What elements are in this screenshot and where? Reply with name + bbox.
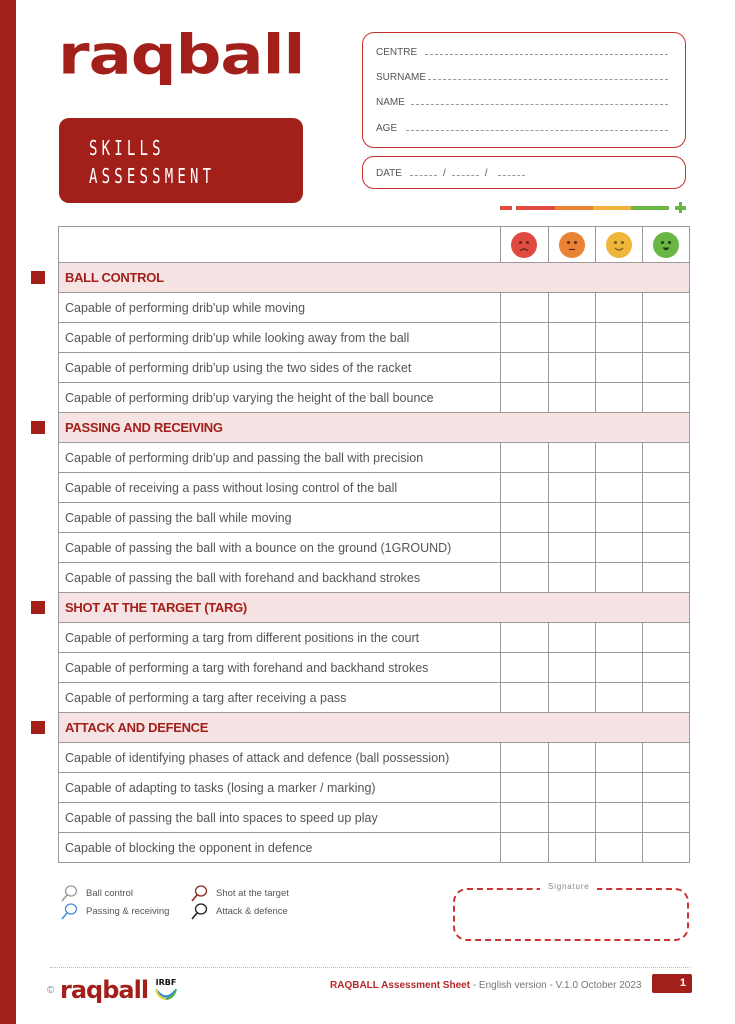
scale-segment-yellow: [593, 206, 631, 210]
rating-cell-smile[interactable]: [595, 833, 642, 863]
racket-red-icon: [190, 884, 208, 902]
rating-cell-happy[interactable]: [642, 383, 689, 413]
rating-cell-sad[interactable]: [501, 653, 548, 683]
rating-cell-happy[interactable]: [642, 503, 689, 533]
skill-description: Capable of performing drib'up while moving: [59, 293, 501, 323]
rating-cell-happy[interactable]: [642, 743, 689, 773]
rating-cell-sad[interactable]: [501, 323, 548, 353]
rating-cell-neutral[interactable]: [548, 743, 595, 773]
irbf-logo: [152, 974, 180, 1002]
rating-cell-sad[interactable]: [501, 473, 548, 503]
rating-cell-sad[interactable]: [501, 353, 548, 383]
legend-label-attack-defence: Attack & defence: [216, 905, 288, 917]
skill-description: Capable of performing drib'up using the two sides of the racket: [59, 353, 501, 383]
date-day-blank[interactable]: [410, 169, 437, 176]
rating-cell-happy[interactable]: [642, 563, 689, 593]
rating-cell-neutral[interactable]: [548, 803, 595, 833]
rating-cell-sad[interactable]: [501, 683, 548, 713]
rating-cell-neutral[interactable]: [548, 533, 595, 563]
age-label: AGE: [376, 123, 398, 134]
rating-cell-sad[interactable]: [501, 833, 548, 863]
rating-cell-sad[interactable]: [501, 563, 548, 593]
rating-cell-sad[interactable]: [501, 623, 548, 653]
skill-row: [59, 743, 690, 773]
raqball-logo: [58, 24, 305, 102]
signature-label: Signature: [540, 882, 597, 891]
rating-cell-sad[interactable]: [501, 743, 548, 773]
skill-description: Capable of performing a targ with forehand and backhand strokes: [59, 653, 501, 683]
rating-scale-bar: [500, 203, 690, 213]
skill-row: [59, 773, 690, 803]
banner-line-1: SKILLS: [89, 136, 165, 160]
rating-cell-smile[interactable]: [595, 773, 642, 803]
side-accent-bar: [0, 0, 16, 1024]
skill-row: [59, 443, 690, 473]
section-title: PASSING AND RECEIVING: [59, 413, 690, 443]
skill-row: [59, 563, 690, 593]
skill-row: [59, 683, 690, 713]
date-field[interactable]: [376, 168, 531, 179]
plus-icon-vertical: [679, 202, 683, 213]
skill-description: Capable of blocking the opponent in defence: [59, 833, 501, 863]
section-title: BALL CONTROL: [59, 263, 690, 293]
skill-row: [59, 383, 690, 413]
svg-text:IRBF: IRBF: [155, 978, 177, 987]
rating-cell-smile[interactable]: [595, 383, 642, 413]
skill-row: [59, 803, 690, 833]
rating-cell-sad[interactable]: [501, 293, 548, 323]
name-field[interactable]: [376, 97, 668, 108]
date-month-blank[interactable]: [452, 169, 479, 176]
rating-cell-sad[interactable]: [501, 803, 548, 833]
signature-box[interactable]: [453, 888, 689, 941]
rating-cell-sad[interactable]: [501, 383, 548, 413]
rating-cell-neutral[interactable]: [548, 833, 595, 863]
section-title: SHOT AT THE TARGET (TARG): [59, 593, 690, 623]
skill-description: Capable of performing drib'up varying the height of the ball bounce: [59, 383, 501, 413]
rating-cell-smile[interactable]: [595, 743, 642, 773]
rating-cell-smile[interactable]: [595, 293, 642, 323]
rating-cell-neutral[interactable]: [548, 773, 595, 803]
skill-row: [59, 503, 690, 533]
rating-header-sad: [501, 227, 548, 263]
skill-row: [59, 833, 690, 863]
rating-cell-smile[interactable]: [595, 683, 642, 713]
rating-header-neutral: [548, 227, 595, 263]
rating-cell-happy[interactable]: [642, 833, 689, 863]
skill-row: [59, 323, 690, 353]
happy-face-icon: [653, 232, 679, 258]
footer-document-info: [330, 980, 641, 991]
section-marker: [31, 601, 45, 614]
date-separator-1: /: [442, 168, 446, 179]
copyright-symbol: ©: [47, 985, 55, 996]
date-box: [362, 156, 686, 189]
rating-cell-happy[interactable]: [642, 683, 689, 713]
banner-line-2: ASSESSMENT: [89, 164, 216, 188]
skill-description: Capable of receiving a pass without losing control of the ball: [59, 473, 501, 503]
sad-face-icon: [511, 232, 537, 258]
rating-cell-happy[interactable]: [642, 293, 689, 323]
skill-row: [59, 473, 690, 503]
table-header-row: [59, 227, 690, 263]
skill-row: [59, 623, 690, 653]
skill-description: Capable of performing a targ after receiving a pass: [59, 683, 501, 713]
rating-cell-neutral[interactable]: [548, 563, 595, 593]
student-info-box: [362, 32, 686, 148]
section-header-row: [59, 593, 690, 623]
skill-description: Capable of passing the ball while moving: [59, 503, 501, 533]
rating-cell-happy[interactable]: [642, 473, 689, 503]
skill-description: Capable of identifying phases of attack and defence (ball possession): [59, 743, 501, 773]
age-field[interactable]: [376, 123, 668, 134]
section-title: ATTACK AND DEFENCE: [59, 713, 690, 743]
rating-header-happy: [642, 227, 689, 263]
rating-cell-neutral[interactable]: [548, 623, 595, 653]
date-separator-2: /: [484, 168, 488, 179]
scale-segment-orange: [555, 206, 593, 210]
rating-cell-smile[interactable]: [595, 563, 642, 593]
section-marker: [31, 721, 45, 734]
section-header-row: [59, 713, 690, 743]
rating-cell-happy[interactable]: [642, 323, 689, 353]
scale-segment-red: [516, 206, 555, 210]
skills-table: [58, 226, 690, 863]
rating-cell-sad[interactable]: [501, 443, 548, 473]
rating-cell-neutral[interactable]: [548, 293, 595, 323]
rating-cell-happy[interactable]: [642, 653, 689, 683]
rating-cell-sad[interactable]: [501, 773, 548, 803]
racket-grey-icon: [60, 884, 78, 902]
skill-description: Capable of performing a targ from different positions in the court: [59, 623, 501, 653]
page-number-badge: [652, 974, 692, 993]
footer-raqball-logo: raqball: [60, 976, 149, 1004]
skill-description: Capable of adapting to tasks (losing a marker / marking): [59, 773, 501, 803]
skill-row: [59, 293, 690, 323]
rating-cell-smile[interactable]: [595, 473, 642, 503]
skill-description: Capable of passing the ball with a bounce on the ground (1GROUND): [59, 533, 501, 563]
rating-cell-happy[interactable]: [642, 533, 689, 563]
rating-cell-neutral[interactable]: [548, 323, 595, 353]
smile-face-icon: [606, 232, 632, 258]
skill-description: Capable of passing the ball into spaces to speed up play: [59, 803, 501, 833]
legend-item-ball-control: [60, 884, 133, 902]
rating-cell-neutral[interactable]: [548, 443, 595, 473]
skill-row: [59, 353, 690, 383]
rating-cell-neutral[interactable]: [548, 353, 595, 383]
date-label: DATE: [376, 168, 402, 179]
section-marker: [31, 271, 45, 284]
skills-assessment-banner: [59, 118, 303, 203]
logo-text: raqball: [58, 24, 305, 87]
footer-doc-details: - English version - V.1.0 October 2023: [470, 980, 642, 991]
centre-label: CENTRE: [376, 47, 418, 58]
rating-cell-happy[interactable]: [642, 803, 689, 833]
skill-description: Capable of performing drib'up and passing the ball with precision: [59, 443, 501, 473]
rating-cell-smile[interactable]: [595, 353, 642, 383]
rating-cell-neutral[interactable]: [548, 383, 595, 413]
surname-field[interactable]: [376, 72, 668, 83]
legend-label-ball-control: Ball control: [86, 887, 133, 899]
rating-cell-neutral[interactable]: [548, 503, 595, 533]
skill-description: Capable of performing drib'up while looking away from the ball: [59, 323, 501, 353]
legend-label-passing-receiving: Passing & receiving: [86, 905, 170, 917]
rating-cell-happy[interactable]: [642, 353, 689, 383]
rating-cell-smile[interactable]: [595, 653, 642, 683]
rating-cell-happy[interactable]: [642, 773, 689, 803]
rating-cell-neutral[interactable]: [548, 683, 595, 713]
section-header-row: [59, 263, 690, 293]
page-number: 1: [679, 977, 686, 989]
racket-black-icon: [190, 902, 208, 920]
rating-cell-smile[interactable]: [595, 623, 642, 653]
rating-cell-smile[interactable]: [595, 533, 642, 563]
legend-label-shot-target: Shot at the target: [216, 887, 289, 899]
section-marker: [31, 421, 45, 434]
legend-item-shot-target: [190, 884, 289, 902]
footer-doc-title: RAQBALL Assessment Sheet: [330, 980, 471, 991]
section-header-row: [59, 413, 690, 443]
skill-description: Capable of passing the ball with forehand and backhand strokes: [59, 563, 501, 593]
rating-cell-happy[interactable]: [642, 443, 689, 473]
rating-cell-smile[interactable]: [595, 323, 642, 353]
rating-cell-neutral[interactable]: [548, 653, 595, 683]
surname-label: SURNAME: [376, 72, 427, 83]
scale-segment-green: [631, 206, 669, 210]
rating-cell-neutral[interactable]: [548, 473, 595, 503]
name-label: NAME: [376, 97, 405, 108]
date-year-blank[interactable]: [498, 169, 525, 176]
rating-cell-smile[interactable]: [595, 803, 642, 833]
legend-item-passing-receiving: [60, 902, 169, 920]
neutral-face-icon: [559, 232, 585, 258]
legend-item-attack-defence: [190, 902, 288, 920]
centre-field[interactable]: [376, 47, 668, 58]
racket-blue-icon: [60, 902, 78, 920]
rating-cell-sad[interactable]: [501, 503, 548, 533]
skill-row: [59, 533, 690, 563]
rating-header-smile: [595, 227, 642, 263]
skill-row: [59, 653, 690, 683]
rating-cell-happy[interactable]: [642, 623, 689, 653]
rating-cell-smile[interactable]: [595, 443, 642, 473]
rating-cell-smile[interactable]: [595, 503, 642, 533]
minus-icon: [500, 206, 512, 210]
header-blank-cell: [59, 227, 501, 263]
rating-cell-sad[interactable]: [501, 533, 548, 563]
footer-divider: [50, 967, 690, 968]
